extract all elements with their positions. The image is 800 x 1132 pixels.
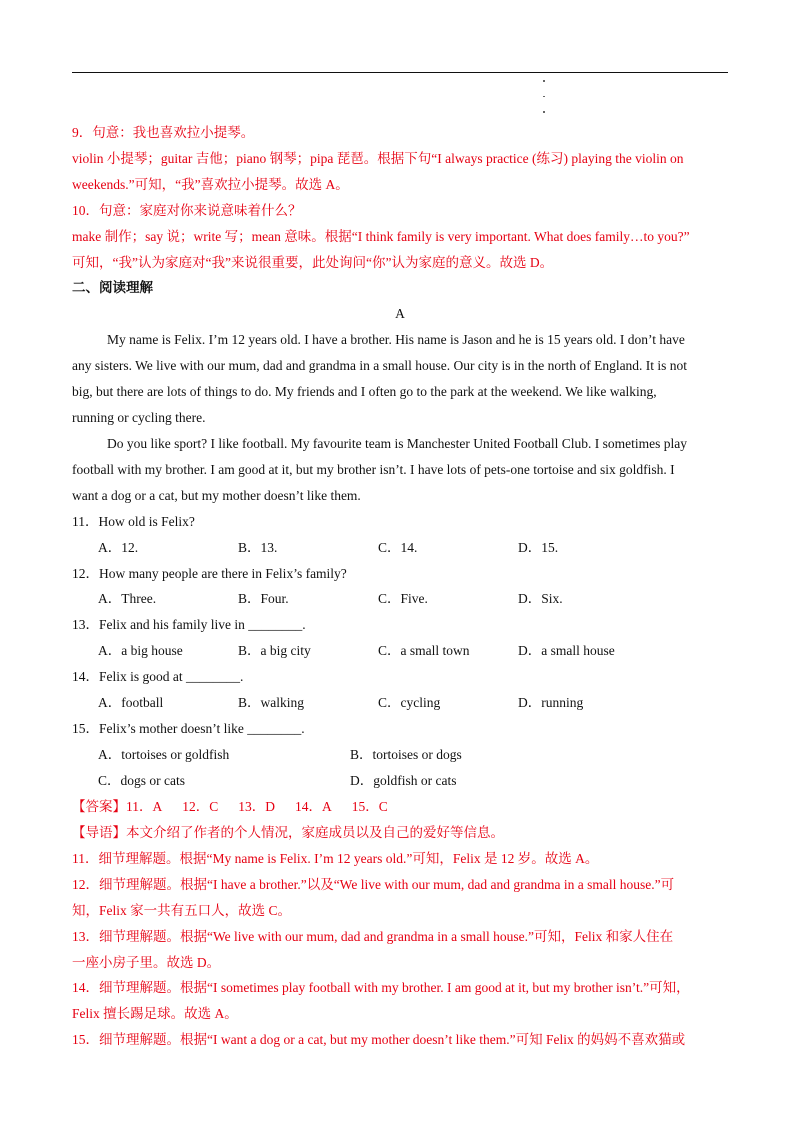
analysis-line: 知，Felix 家一共有五口人，故选 C。 [72, 902, 292, 918]
option: D．goldfish or cats [350, 773, 457, 789]
analysis-line: 11．细节理解题。根据“My name is Felix. I’m 12 years old.”可知，Felix 是 12 岁。故选 A。 [72, 850, 599, 866]
passage-paragraph [72, 431, 728, 509]
option: B．tortoises or dogs [350, 747, 462, 763]
question-stem: 12．How many people are there in Felix’s family? [72, 565, 347, 581]
answer-label: 【答案】 [72, 799, 126, 815]
answer-item: 11．A [126, 799, 163, 815]
option: C．14. [378, 539, 418, 555]
question-stem: 14．Felix is good at ________. [72, 669, 244, 685]
option: D．Six. [518, 591, 563, 607]
question-stem: 15．Felix’s mother doesn’t like ________. [72, 721, 305, 737]
question-stem: 13．Felix and his family live in ________. [72, 617, 306, 633]
option: B．Four. [238, 591, 289, 607]
passage-label: A [395, 306, 405, 322]
option: A．football [98, 695, 164, 711]
option: A．12. [98, 539, 139, 555]
answer-item: 13．D [238, 799, 276, 815]
passage-line: want a dog or a cat, but my mother doesn’t like them. [72, 487, 361, 503]
answer-item: 12．C [182, 799, 219, 815]
option: D．a small house [518, 643, 615, 659]
answer-item: 14．A [295, 799, 332, 815]
passage-line: big, but there are lots of things to do. My friends and I often go to the park at the weekend. We like walking, [72, 384, 657, 400]
option: A．Three. [98, 591, 157, 607]
passage-paragraph [72, 327, 728, 431]
document-body [72, 120, 728, 1053]
answer-item: 15．C [351, 799, 388, 815]
guide [72, 820, 728, 846]
option: A．a big house [98, 643, 183, 659]
header-rule [72, 72, 728, 73]
option-row [72, 586, 728, 612]
option: B．13. [238, 539, 278, 555]
guide-label: 【导语】 [72, 825, 126, 841]
option: D．running [518, 695, 584, 711]
option: B．a big city [238, 643, 311, 659]
option-row [72, 535, 728, 561]
guide-text: 本文介绍了作者的个人情况，家庭成员以及自己的爱好等信息。 [126, 825, 504, 841]
option: D．15. [518, 539, 559, 555]
passage-line: any sisters. We live with our mum, dad and grandma in a small house. Our city is in the north of England. It is not [72, 358, 688, 374]
passage-line: Do you like sport? I like football. My favourite team is Manchester United Football Club. I sometimes play [107, 435, 688, 451]
passage-line: football with my brother. I am good at it, but my brother isn’t. I have lots of pets-one tortoise and six goldfish. I [72, 461, 675, 477]
option: C．cycling [378, 695, 441, 711]
option: B．walking [238, 695, 304, 711]
option-row [72, 742, 728, 768]
analysis-line: Felix 擅长踢足球。故选 A。 [72, 1006, 238, 1022]
option-row [72, 768, 728, 794]
analysis-line: 一座小房子里。故选 D。 [72, 954, 221, 970]
analysis-line: 14．细节理解题。根据“I sometimes play football with my brother. I am good at it, but my brother isn’t.”可知， [72, 980, 690, 996]
section-heading: 二、阅读理解 [72, 280, 153, 296]
passage-line: running or cycling there. [72, 409, 206, 425]
option: C．Five. [378, 591, 428, 607]
q10-explanation-line: make 制作；say 说；write 写；mean 意味。根据“I think family is very important. What does family…to you?” [72, 228, 690, 244]
q10-explanation-line: 可知，“我”认为家庭对“我”来说很重要，此处询问“你”认为家庭的意义。故选 D。 [72, 254, 554, 270]
analysis-line: 12．细节理解题。根据“I have a brother.”以及“We live with our mum, dad and grandma in a small house.”可 [72, 876, 675, 892]
analysis-line: 13．细节理解题。根据“We live with our mum, dad and grandma in a small house.”可知，Felix 和家人住在 [72, 928, 674, 944]
q9-explanation-line: violin 小提琴；guitar 吉他；piano 钢琴；pipa 琵琶。根据下句“I always practice (练习) playing the violin on [72, 150, 684, 166]
question-stem: 11．How old is Felix? [72, 513, 195, 529]
option: A．tortoises or goldfish [98, 747, 230, 763]
option: C．a small town [378, 643, 470, 659]
passage-line: My name is Felix. I’m 12 years old. I have a brother. His name is Jason and he is 15 years old. I don’t have [107, 332, 685, 348]
q9-explanation-line: weekends.”可知，“我”喜欢拉小提琴。故选 A。 [72, 176, 349, 192]
option-row [72, 690, 728, 716]
q10-title: 10．句意：家庭对你来说意味着什么？ [72, 202, 302, 218]
option-row [72, 638, 728, 664]
q9-title: 9．句意：我也喜欢拉小提琴。 [72, 125, 255, 140]
option: C．dogs or cats [98, 773, 185, 789]
answer-key [72, 794, 728, 820]
analysis-line: 15．细节理解题。根据“I want a dog or a cat, but my mother doesn’t like them.”可知 Felix 的妈妈不喜欢猫或 [72, 1032, 686, 1048]
